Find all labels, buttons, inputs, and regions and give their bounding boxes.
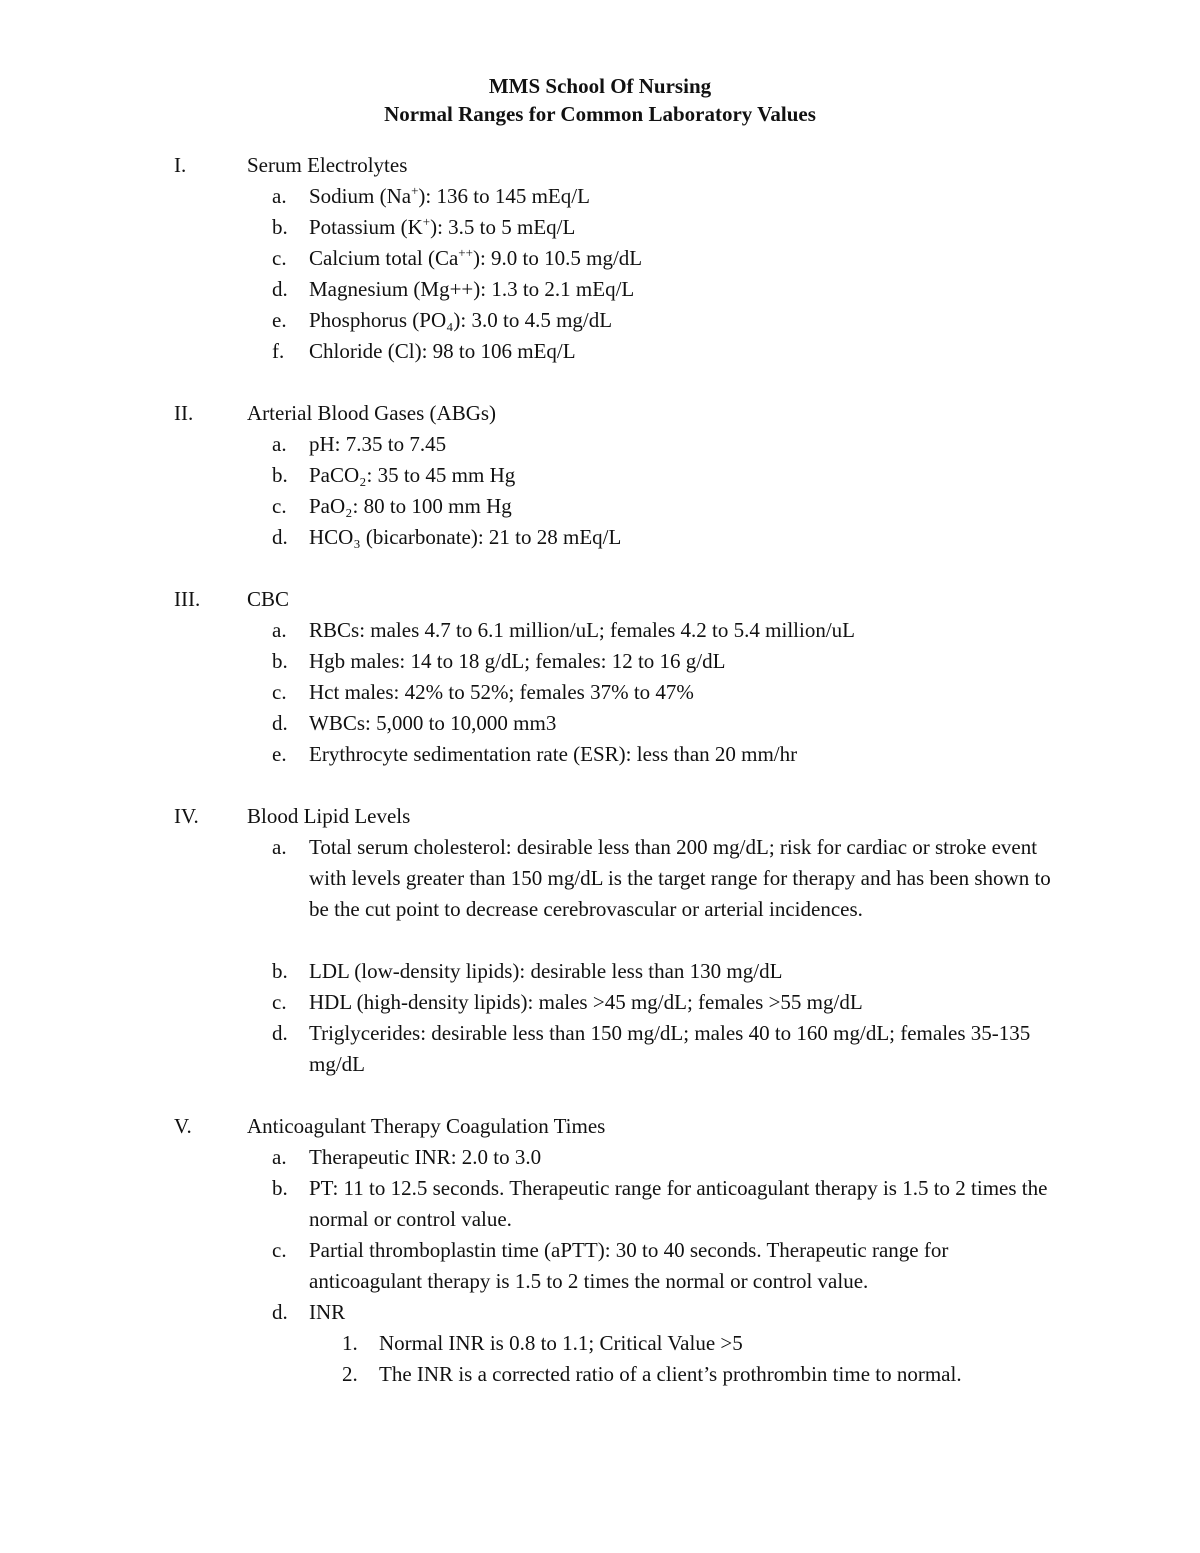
sub-item-label: 1. bbox=[342, 1331, 358, 1355]
list-item bbox=[272, 429, 1062, 460]
item-text: Partial thromboplastin time (aPTT): 30 to 40 seconds. Therapeutic range for anticoagulant therapy is 1.5 to 2 times the normal or control value. bbox=[309, 1238, 949, 1293]
item-text: HCO₃ (bicarbonate): 21 to 28 mEq/L bbox=[309, 525, 622, 549]
item-text: RBCs: males 4.7 to 6.1 million/uL; females 4.2 to 5.4 million/uL bbox=[309, 618, 855, 642]
item-text: Potassium (K+): 3.5 to 5 mEq/L bbox=[309, 214, 576, 239]
list-item bbox=[272, 615, 1062, 646]
sub-list-item bbox=[342, 1328, 1062, 1359]
sub-item-label: 2. bbox=[342, 1362, 358, 1386]
section-number: IV. bbox=[174, 804, 199, 828]
section-title: Serum Electrolytes bbox=[247, 153, 408, 177]
item-label: c. bbox=[272, 1238, 287, 1262]
item-text: Total serum cholesterol: desirable less than 200 mg/dL; risk for cardiac or stroke event with levels greater than 150 mg/dL is the target range for therapy and has been shown to be the cut point to decrease cerebrovascular or arterial incidences. bbox=[309, 835, 1051, 921]
sub-item-text: Normal INR is 0.8 to 1.1; Critical Value >5 bbox=[379, 1331, 743, 1355]
page-title: Normal Ranges for Common Laboratory Values bbox=[384, 102, 816, 126]
sub-list-item bbox=[342, 1359, 1062, 1390]
item-label: a. bbox=[272, 1145, 287, 1169]
list-item bbox=[272, 1297, 1062, 1328]
list-item bbox=[272, 491, 1062, 522]
item-text: PaO₂: 80 to 100 mm Hg bbox=[309, 494, 512, 518]
list-item bbox=[272, 460, 1062, 491]
item-label: a. bbox=[272, 432, 287, 456]
list-item bbox=[272, 181, 1062, 212]
list-item bbox=[272, 956, 1062, 987]
section-number: II. bbox=[174, 401, 194, 425]
section-title: CBC bbox=[247, 587, 290, 611]
item-label: a. bbox=[272, 618, 287, 642]
list-item bbox=[272, 1018, 1062, 1080]
list-item bbox=[272, 739, 1062, 770]
item-label: c. bbox=[272, 680, 287, 704]
item-text: Hgb males: 14 to 18 g/dL; females: 12 to 16 g/dL bbox=[309, 649, 726, 673]
item-label: a. bbox=[272, 835, 287, 859]
list-item bbox=[272, 677, 1062, 708]
list-item bbox=[272, 305, 1062, 336]
item-text: HDL (high-density lipids): males >45 mg/dL; females >55 mg/dL bbox=[309, 990, 863, 1014]
item-label: c. bbox=[272, 246, 287, 270]
list-item bbox=[272, 1142, 1062, 1173]
item-label: d. bbox=[272, 1300, 288, 1324]
item-text: Chloride (Cl): 98 to 106 mEq/L bbox=[309, 339, 576, 363]
list-item bbox=[272, 1173, 1062, 1235]
item-text: Therapeutic INR: 2.0 to 3.0 bbox=[309, 1145, 542, 1169]
section-title: Arterial Blood Gases (ABGs) bbox=[247, 401, 497, 425]
item-label: e. bbox=[272, 742, 287, 766]
item-text: Sodium (Na+): 136 to 145 mEq/L bbox=[309, 183, 590, 208]
item-label: b. bbox=[272, 463, 288, 487]
list-item bbox=[272, 832, 1062, 925]
list-item bbox=[272, 646, 1062, 677]
item-text: Triglycerides: desirable less than 150 mg/dL; males 40 to 160 mg/dL; females 35-135 mg/dL bbox=[309, 1021, 1031, 1076]
item-text: pH: 7.35 to 7.45 bbox=[309, 432, 447, 456]
item-label: d. bbox=[272, 1021, 288, 1045]
school-name: MMS School Of Nursing bbox=[488, 74, 712, 98]
item-text: Magnesium (Mg++): 1.3 to 2.1 mEq/L bbox=[309, 277, 635, 301]
item-text: Calcium total (Ca++): 9.0 to 10.5 mg/dL bbox=[309, 245, 643, 270]
sub-item-text: The INR is a corrected ratio of a client’s prothrombin time to normal. bbox=[379, 1362, 962, 1386]
list-item bbox=[272, 987, 1062, 1018]
list-item bbox=[272, 1235, 1062, 1297]
item-label: b. bbox=[272, 1176, 288, 1200]
item-label: c. bbox=[272, 990, 287, 1014]
section-title: Blood Lipid Levels bbox=[247, 804, 411, 828]
list-item bbox=[272, 243, 1062, 274]
item-text: LDL (low-density lipids): desirable less than 130 mg/dL bbox=[309, 959, 783, 983]
section-number: I. bbox=[174, 153, 187, 177]
item-text: PT: 11 to 12.5 seconds. Therapeutic range for anticoagulant therapy is 1.5 to 2 times the normal or control value. bbox=[309, 1176, 1048, 1231]
item-label: c. bbox=[272, 494, 287, 518]
item-text: WBCs: 5,000 to 10,000 mm3 bbox=[309, 711, 557, 735]
item-text: INR bbox=[309, 1300, 346, 1324]
item-label: b. bbox=[272, 649, 288, 673]
item-label: a. bbox=[272, 184, 287, 208]
item-text: PaCO₂: 35 to 45 mm Hg bbox=[309, 463, 516, 487]
item-label: b. bbox=[272, 215, 288, 239]
section-number: V. bbox=[174, 1114, 192, 1138]
item-text: Erythrocyte sedimentation rate (ESR): less than 20 mm/hr bbox=[309, 742, 798, 766]
item-label: d. bbox=[272, 711, 288, 735]
item-label: d. bbox=[272, 525, 288, 549]
list-item bbox=[272, 212, 1062, 243]
item-label: d. bbox=[272, 277, 288, 301]
item-label: b. bbox=[272, 959, 288, 983]
item-label: f. bbox=[272, 339, 285, 363]
list-item bbox=[272, 522, 1062, 553]
section-number: III. bbox=[174, 587, 201, 611]
item-text: Hct males: 42% to 52%; females 37% to 47% bbox=[309, 680, 694, 704]
list-item bbox=[272, 708, 1062, 739]
list-item bbox=[272, 336, 1062, 367]
item-label: e. bbox=[272, 308, 287, 332]
item-text: Phosphorus (PO₄): 3.0 to 4.5 mg/dL bbox=[309, 308, 613, 332]
list-item bbox=[272, 274, 1062, 305]
section-title: Anticoagulant Therapy Coagulation Times bbox=[247, 1114, 606, 1138]
